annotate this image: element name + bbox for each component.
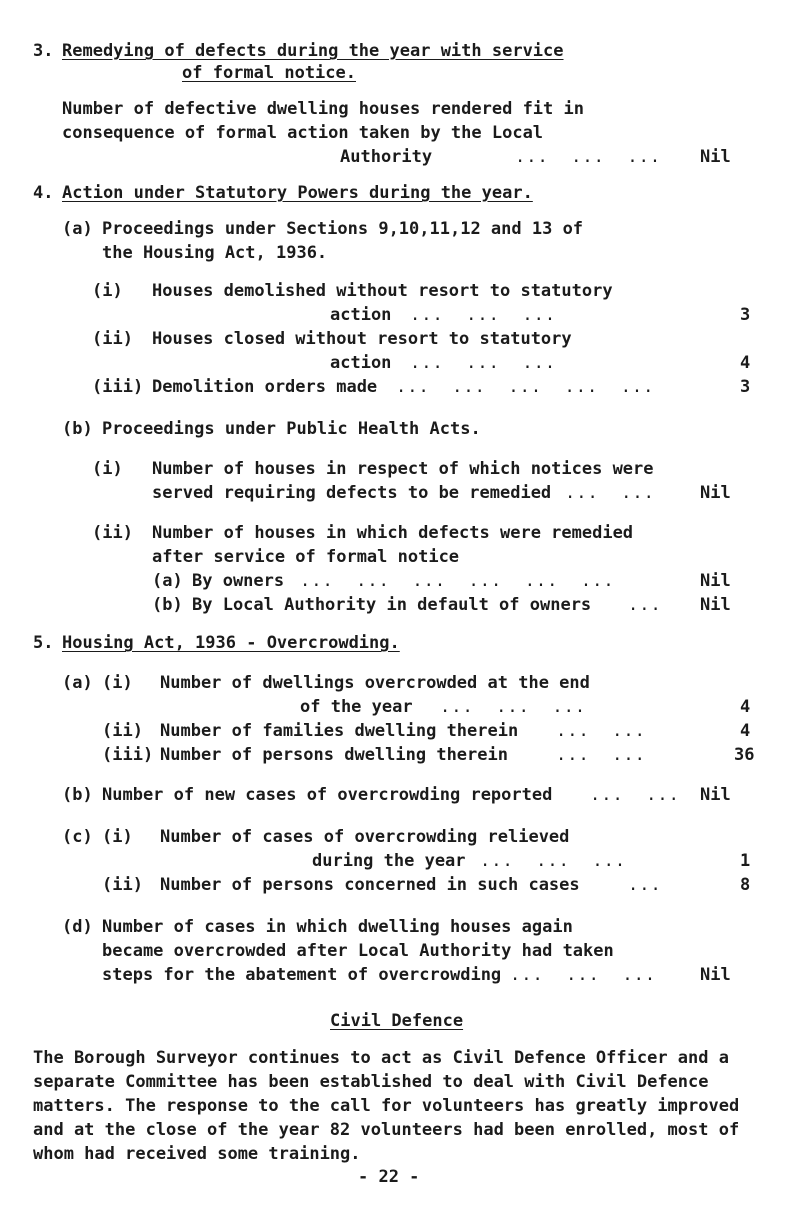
- section-5d-value: Nil: [700, 965, 731, 985]
- section-3-leader-dots: ... ... ...: [515, 147, 662, 167]
- section-5d-line2: became overcrowded after Local Authority had taken: [102, 941, 614, 961]
- section-5c-ii-value: 8: [740, 875, 751, 895]
- section-5b-value: Nil: [700, 785, 731, 805]
- section-4b-label: (b): [62, 419, 93, 439]
- section-5b-dots: ... ...: [590, 785, 680, 805]
- section-4a-iii-value: 3: [740, 377, 751, 397]
- section-5a-ii-line1: Number of families dwelling therein: [160, 721, 519, 741]
- section-5c-label: (c): [62, 827, 93, 847]
- section-5d-line1: Number of cases in which dwelling houses again: [102, 917, 573, 937]
- section-5a-i-line1: Number of dwellings overcrowded at the end: [160, 673, 590, 693]
- section-5c-i-label: (i): [102, 827, 133, 847]
- section-4b-ii-b-label: (b): [152, 595, 183, 615]
- section-5a-ii-dots: ... ...: [556, 721, 646, 741]
- section-4a-i-line1: Houses demolished without resort to statutory: [152, 281, 613, 301]
- section-4b-i-value: Nil: [700, 483, 731, 503]
- section-4a-ii-label: (ii): [92, 329, 133, 349]
- section-5c-i-value: 1: [740, 851, 751, 871]
- section-5c-ii-dots: ...: [628, 875, 662, 895]
- section-4b-ii-line2: after service of formal notice: [152, 547, 460, 567]
- section-4b-ii-a-label: (a): [152, 571, 183, 591]
- section-4b-i-label: (i): [92, 459, 123, 479]
- section-4b-ii-b-dots: ...: [628, 595, 662, 615]
- section-4a-ii-line2: action: [330, 353, 392, 373]
- section-5a-i-label: (i): [102, 673, 133, 693]
- section-4a-label: (a): [62, 219, 93, 239]
- section-4b-ii-line1: Number of houses in which defects were remedied: [152, 523, 634, 543]
- section-4a-ii-line1: Houses closed without resort to statutory: [152, 329, 572, 349]
- section-5b-label: (b): [62, 785, 93, 805]
- section-4b-ii-label: (ii): [92, 523, 133, 543]
- section-5-number: 5.: [33, 633, 54, 653]
- section-3-text-line1: Number of defective dwelling houses rendered fit in: [62, 99, 584, 119]
- section-5a-iii-value: 36: [734, 745, 755, 765]
- section-3-value: Nil: [700, 147, 731, 167]
- section-5d-line3: steps for the abatement of overcrowding: [102, 965, 502, 985]
- section-4-title: Action under Statutory Powers during the year.: [62, 183, 533, 203]
- section-4a-line1: Proceedings under Sections 9,10,11,12 and 13 of: [102, 219, 584, 239]
- section-4a-i-label: (i): [92, 281, 123, 301]
- section-4b-i-line2: served requiring defects to be remedied: [152, 483, 552, 503]
- section-4a-i-value: 3: [740, 305, 751, 325]
- section-5c-i-dots: ... ... ...: [480, 851, 627, 871]
- section-4a-i-line2: action: [330, 305, 392, 325]
- section-4b-ii-a-dots: ... ... ... ... ... ...: [300, 571, 615, 591]
- section-5c-i-line1: Number of cases of overcrowding relieved: [160, 827, 570, 847]
- section-3-title-line1: Remedying of defects during the year with service: [62, 41, 564, 61]
- section-5a-ii-label: (ii): [102, 721, 143, 741]
- section-4b-i-dots: ... ...: [565, 483, 655, 503]
- section-3-text-line2: consequence of formal action taken by the Local: [62, 123, 544, 143]
- section-5c-ii-label: (ii): [102, 875, 143, 895]
- civil-defence-heading: Civil Defence: [330, 1011, 464, 1031]
- section-5c-i-line2: during the year: [312, 851, 466, 871]
- section-4a-iii-label: (iii): [92, 377, 144, 397]
- section-5b-text: Number of new cases of overcrowding reported: [102, 785, 553, 805]
- section-4b-ii-b-value: Nil: [700, 595, 731, 615]
- section-4a-iii-dots: ... ... ... ... ...: [396, 377, 655, 397]
- section-3-text-line3: Authority: [340, 147, 433, 167]
- section-5a-iii-dots: ... ...: [556, 745, 646, 765]
- section-4a-line2: the Housing Act, 1936.: [102, 243, 328, 263]
- section-5c-ii-line1: Number of persons concerned in such cases: [160, 875, 580, 895]
- section-4b-ii-b-text: By Local Authority in default of owners: [192, 595, 592, 615]
- section-4b-ii-a-text: By owners: [192, 571, 285, 591]
- section-5a-ii-value: 4: [740, 721, 751, 741]
- section-3-title-line2: of formal notice.: [182, 63, 356, 83]
- section-4a-iii-line1: Demolition orders made: [152, 377, 378, 397]
- section-4b-title: Proceedings under Public Health Acts.: [102, 419, 481, 439]
- civil-defence-paragraph: The Borough Surveyor continues to act as Civil Defence Officer and a separate Committee has been established to deal with Civil Defence matters. The response to the call for volunteers has greatly improved and at the close of the year 82 volunteers had been enrolled, most of whom had received some training.: [33, 1048, 740, 1164]
- section-4a-ii-value: 4: [740, 353, 751, 373]
- section-3-number: 3.: [33, 41, 54, 61]
- section-5a-i-dots: ... ... ...: [440, 697, 587, 717]
- section-5a-iii-label: (iii): [102, 745, 154, 765]
- section-5-title: Housing Act, 1936 - Overcrowding.: [62, 633, 400, 653]
- section-4a-i-dots: ... ... ...: [410, 305, 557, 325]
- section-5a-label: (a): [62, 673, 93, 693]
- section-4b-i-line1: Number of houses in respect of which notices were: [152, 459, 654, 479]
- section-5a-i-line2: of the year: [300, 697, 413, 717]
- section-5a-iii-line1: Number of persons dwelling therein: [160, 745, 508, 765]
- section-4-number: 4.: [33, 183, 54, 203]
- page-number: - 22 -: [358, 1167, 420, 1187]
- section-5a-i-value: 4: [740, 697, 751, 717]
- section-4b-ii-a-value: Nil: [700, 571, 731, 591]
- section-5d-label: (d): [62, 917, 93, 937]
- section-5d-dots: ... ... ...: [510, 965, 657, 985]
- section-4a-ii-dots: ... ... ...: [410, 353, 557, 373]
